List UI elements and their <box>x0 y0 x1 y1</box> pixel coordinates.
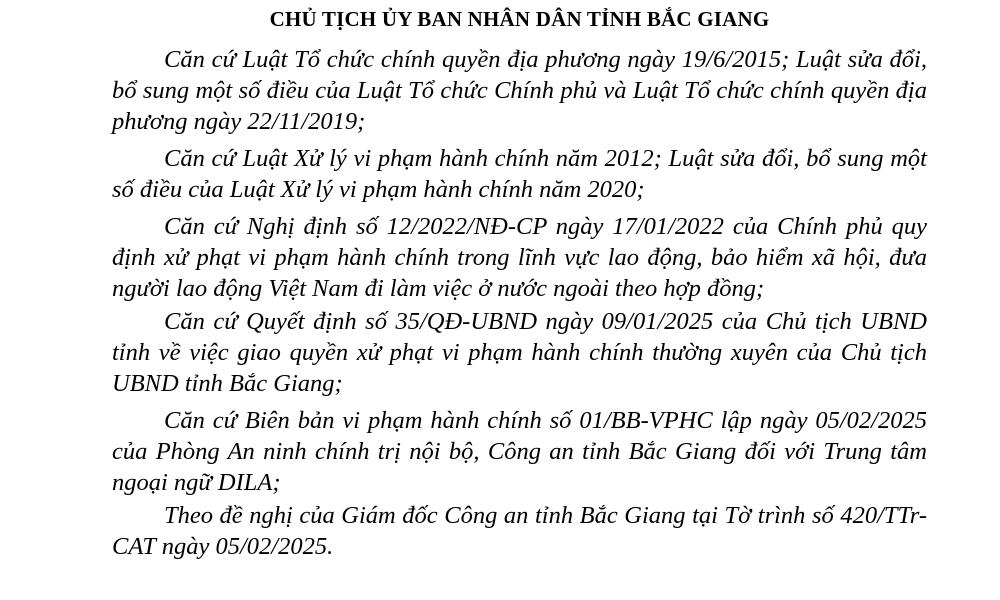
legal-basis-paragraph-4: Căn cứ Quyết định số 35/QĐ-UBND ngày 09/01/2025 của Chủ tịch UBND tỉnh về việc giao quyền xử phạt vi phạm hành chính thường xuyên của Chủ tịch UBND tỉnh Bắc Giang; <box>112 308 927 397</box>
legal-basis-paragraph-2: Căn cứ Luật Xử lý vi phạm hành chính năm 2012; Luật sửa đổi, bổ sung một số điều của Luật Xử lý vi phạm hành chính năm 2020; <box>112 145 927 203</box>
document-body <box>112 6 927 568</box>
legal-basis-paragraph-5: Căn cứ Biên bản vi phạm hành chính số 01/BB-VPHC lập ngày 05/02/2025 của Phòng An ninh chính trị nội bộ, Công an tỉnh Bắc Giang đối với Trung tâm ngoại ngữ DILA; <box>112 407 927 496</box>
legal-basis-paragraph-3: Căn cứ Nghị định số 12/2022/NĐ-CP ngày 17/01/2022 của Chính phủ quy định xử phạt vi phạm hành chính trong lĩnh vực lao động, bảo hiểm xã hội, đưa người lao động Việt Nam đi làm việc ở nước ngoài theo hợp đồng; <box>112 213 927 302</box>
document-heading: CHỦ TỊCH ỦY BAN NHÂN DÂN TỈNH BẮC GIANG <box>269 7 770 31</box>
legal-basis-paragraph-1: Căn cứ Luật Tổ chức chính quyền địa phương ngày 19/6/2015; Luật sửa đổi, bổ sung một số điều của Luật Tổ chức Chính phủ và Luật Tổ chức chính quyền địa phương ngày 22/11/2019; <box>112 46 927 135</box>
proposal-paragraph: Theo đề nghị của Giám đốc Công an tỉnh Bắc Giang tại Tờ trình số 420/TTr-CAT ngày 05/02/2025. <box>112 502 927 560</box>
